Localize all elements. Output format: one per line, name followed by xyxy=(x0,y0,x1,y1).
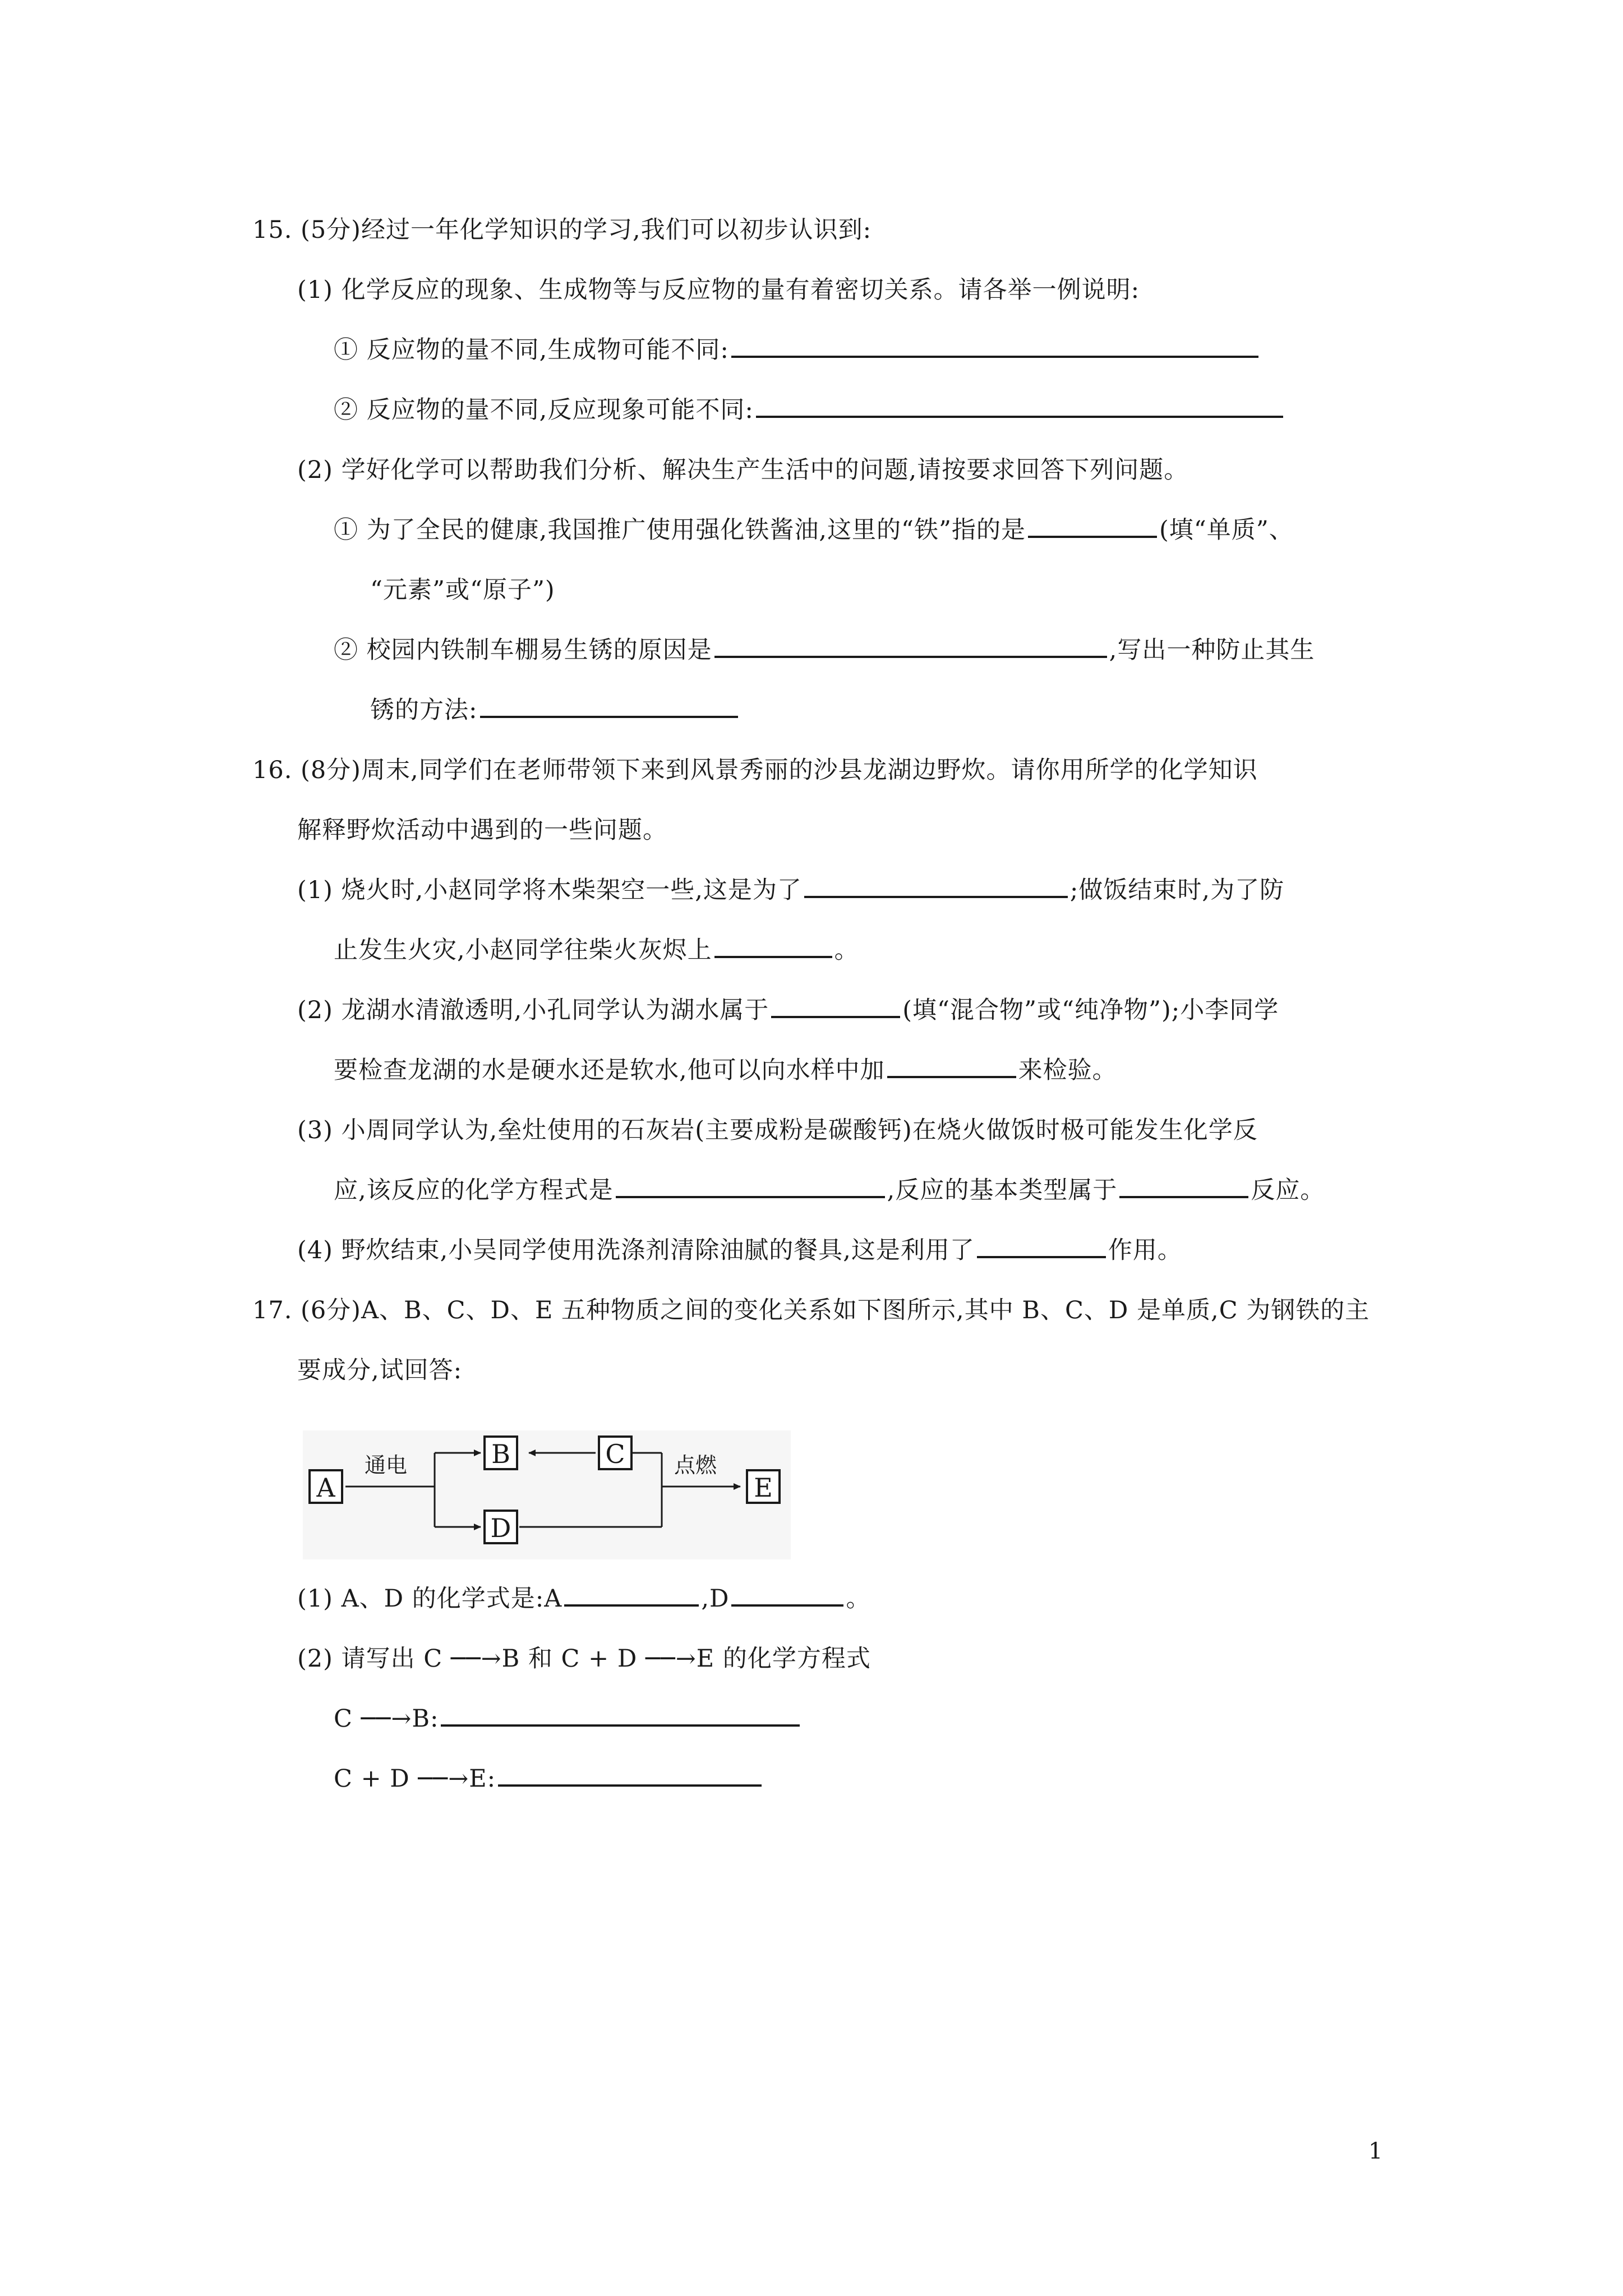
q17-stem-cont: 要成分,试回答: xyxy=(297,1356,463,1384)
q16-part3: (3) 小周同学认为,垒灶使用的石灰岩(主要成粉是碳酸钙)在烧火做饭时极可能发生化学反 xyxy=(297,1116,1258,1144)
q15-part1: (1) 化学反应的现象、生成物等与反应物的量有着密切关系。请各举一例说明: xyxy=(297,276,1140,304)
node-e: E xyxy=(746,1469,781,1504)
q16-stem: 16. (8分)周末,同学们在老师带领下来到风景秀丽的沙县龙湖边野炊。请你用所学的化学知识 xyxy=(252,756,1258,784)
q16-part1: (1) 烧火时,小赵同学将木柴架空一些,这是为了 ;做饭结束时,为了防 xyxy=(297,873,1284,907)
answer-blank[interactable] xyxy=(1028,514,1157,538)
q17-part2: (2) 请写出 C ──→B 和 C + D ──→E 的化学方程式 xyxy=(297,1645,871,1673)
q16-stem-cont: 解释野炊活动中遇到的一些问题。 xyxy=(297,816,667,844)
condition-ignite: 点燃 xyxy=(674,1453,717,1478)
q15-part2b: ② 校园内铁制车棚易生锈的原因是 ,写出一种防止其生 xyxy=(334,633,1315,667)
answer-blank[interactable] xyxy=(1119,1175,1248,1198)
q16-part1-cont: 止发生火灾,小赵同学往柴火灰烬上 。 xyxy=(334,933,859,967)
q15-part1b: ② 反应物的量不同,反应现象可能不同: xyxy=(334,393,1285,427)
q17-part2a: C ──→B: xyxy=(334,1702,802,1736)
answer-blank[interactable] xyxy=(498,1763,762,1787)
q16-part2: (2) 龙湖水清澈透明,小孔同学认为湖水属于 (填“混合物”或“纯净物”);小李同学 xyxy=(297,993,1279,1027)
node-c: C xyxy=(598,1435,633,1470)
q15-part2b-cont: 锈的方法: xyxy=(370,693,740,727)
answer-blank[interactable] xyxy=(887,1055,1016,1078)
q15-part2a-cont: “元素”或“原子”) xyxy=(370,576,555,604)
answer-blank[interactable] xyxy=(480,694,738,718)
condition-electrolysis: 通电 xyxy=(365,1453,408,1478)
answer-blank[interactable] xyxy=(714,935,832,958)
answer-blank[interactable] xyxy=(771,995,900,1018)
q17-part1: (1) A、D 的化学式是:A ,D 。 xyxy=(297,1582,870,1616)
diagram-connectors xyxy=(303,1430,791,1559)
node-d: D xyxy=(483,1510,518,1544)
answer-blank[interactable] xyxy=(804,875,1068,898)
reaction-diagram xyxy=(303,1430,791,1559)
q17-part2b: C + D ──→E: xyxy=(334,1762,764,1796)
page-number: 1 xyxy=(1368,2138,1383,2164)
node-a: A xyxy=(308,1469,343,1504)
answer-blank[interactable] xyxy=(731,1583,843,1607)
answer-blank[interactable] xyxy=(756,394,1283,418)
q15-part1a: ① 反应物的量不同,生成物可能不同: xyxy=(334,333,1261,367)
q15-stem: 15. (5分)经过一年化学知识的学习,我们可以初步认识到: xyxy=(252,216,872,244)
answer-blank[interactable] xyxy=(616,1175,885,1198)
q16-part2-cont: 要检查龙湖的水是硬水还是软水,他可以向水样中加 来检验。 xyxy=(334,1053,1117,1087)
node-b: B xyxy=(483,1435,518,1470)
answer-blank[interactable] xyxy=(441,1703,800,1727)
q17-stem: 17. (6分)A、B、C、D、E 五种物质之间的变化关系如下图所示,其中 B、C、D 是单质,C 为钢铁的主 xyxy=(252,1296,1370,1324)
answer-blank[interactable] xyxy=(731,334,1258,358)
q15-part2: (2) 学好化学可以帮助我们分析、解决生产生活中的问题,请按要求回答下列问题。 xyxy=(297,456,1189,484)
q16-part3-cont: 应,该反应的化学方程式是 ,反应的基本类型属于 反应。 xyxy=(334,1174,1325,1207)
answer-blank[interactable] xyxy=(977,1235,1106,1258)
q15-part2a: ① 为了全民的健康,我国推广使用强化铁酱油,这里的“铁”指的是 (填“单质”、 xyxy=(334,513,1294,547)
q16-part4: (4) 野炊结束,小吴同学使用洗涤剂清除油腻的餐具,这是利用了 作用。 xyxy=(297,1234,1182,1267)
answer-blank[interactable] xyxy=(564,1583,699,1607)
answer-blank[interactable] xyxy=(714,634,1107,658)
